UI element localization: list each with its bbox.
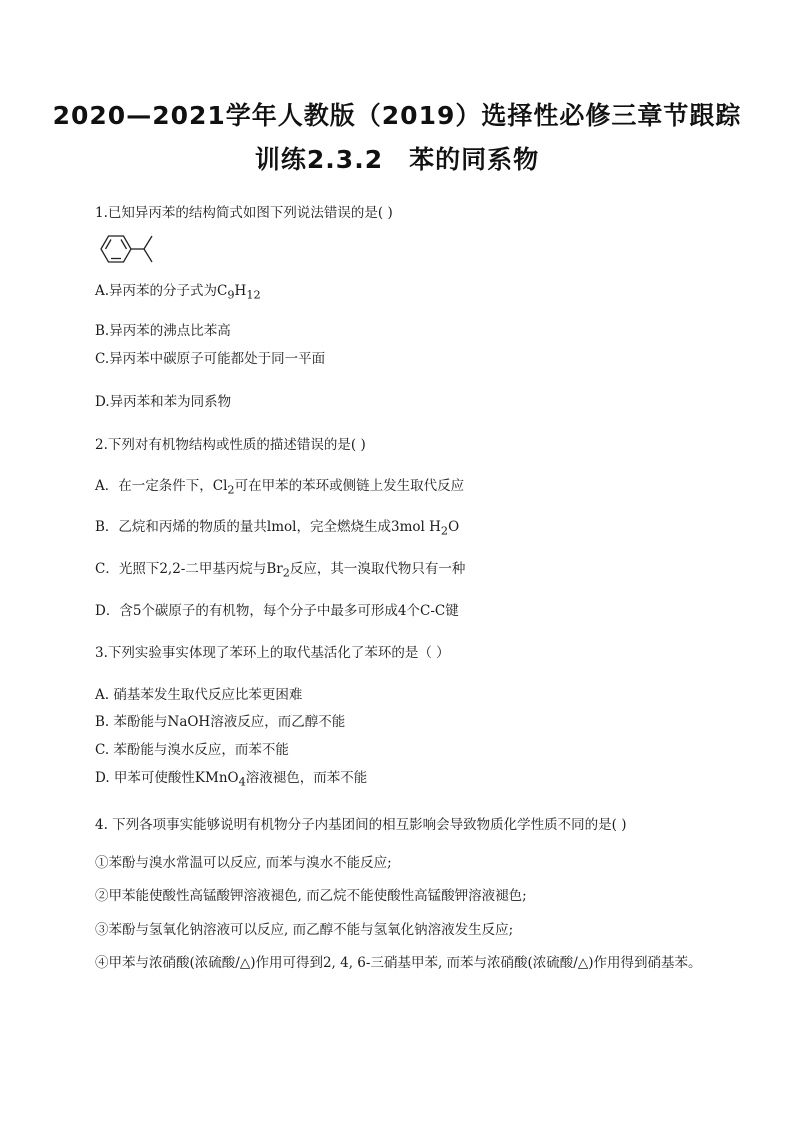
q1-stem: 1.已知异丙苯的结构简式如图下列说法错误的是( ) xyxy=(95,205,393,221)
q2-option-a: A．在一定条件下，$Cl_2$可在甲苯的苯环或侧链上发生取代反应 xyxy=(95,478,465,497)
q4-item-4: ④甲苯与浓硝酸(浓硫酸/△)作用可得到2, 4, 6-三硝基甲苯, 而苯与浓硝酸(浓硫酸/△)作用得到硝基苯。 xyxy=(95,955,702,971)
q3-option-b: B. 苯酚能与NaOH溶液反应，而乙醇不能 xyxy=(95,714,346,730)
q1-option-b: B.异丙苯的沸点比苯高 xyxy=(95,323,231,339)
q3-option-c: C. 苯酚能与溴水反应，而苯不能 xyxy=(95,742,289,758)
q4-item-3: ③苯酚与氢氧化钠溶液可以反应, 而乙醇不能与氢氧化钠溶液发生反应; xyxy=(95,922,514,938)
q1-option-d: D.异丙苯和苯为同系物 xyxy=(95,394,232,410)
isopropylbenzene-structure-image xyxy=(96,226,166,272)
q2-option-d: D．含5个碳原子的有机物，每个分子中最多可形成4个C-C键 xyxy=(95,603,459,619)
q1-option-a: A.异丙苯的分子式为$C_9H_{12}$ xyxy=(95,283,261,302)
q3-stem: 3.下列实验事实体现了苯环上的取代基活化了苯环的是（ ） xyxy=(95,645,450,661)
q2-option-b: B．乙烷和丙烯的物质的量共lmol，完全燃烧生成3mol $H_2O$ xyxy=(95,519,460,538)
q2-option-c: C．光照下2,2-二甲基丙烷与$Br_2$反应，其一溴取代物只有一种 xyxy=(95,561,466,580)
q2-stem: 2.下列对有机物结构或性质的描述错误的是( ) xyxy=(95,437,366,453)
q1-option-c: C.异丙苯中碳原子可能都处于同一平面 xyxy=(95,351,326,367)
q4-item-1: ①苯酚与溴水常温可以反应, 而苯与溴水不能反应; xyxy=(95,855,392,871)
page-title-line1: 2020—2021学年人教版（2019）选择性必修三章节跟踪 xyxy=(52,101,742,130)
q4-item-2: ②甲苯能使酸性高锰酸钾溶液褪色, 而乙烷不能使酸性高锰酸钾溶液褪色; xyxy=(95,888,527,904)
q3-option-d: D. 甲苯可使酸性KMnO$_4$溶液褪色，而苯不能 xyxy=(95,770,368,789)
q4-stem: 4. 下列各项事实能够说明有机物分子内基团间的相互影响会导致物质化学性质不同的是( ) xyxy=(95,817,627,833)
q3-option-a: A. 硝基苯发生取代反应比苯更困难 xyxy=(95,687,303,703)
page-title-line2: 训练2.3.2 苯的同系物 xyxy=(254,145,540,174)
